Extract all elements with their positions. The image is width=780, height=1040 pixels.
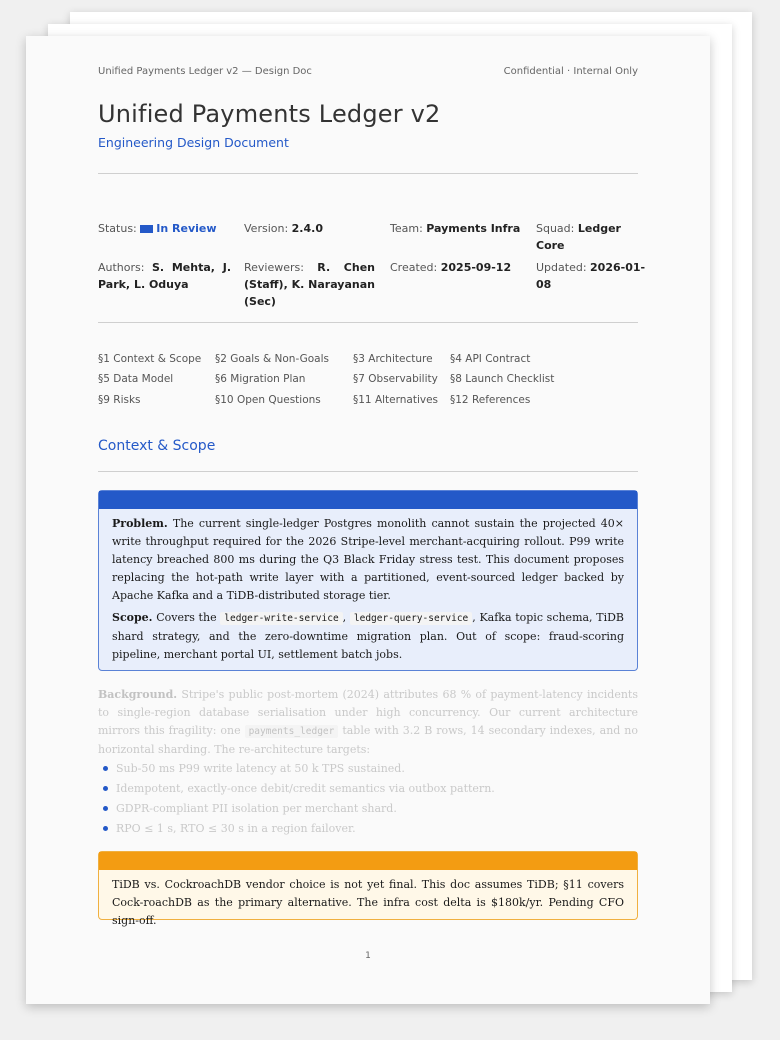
toc-item[interactable]: §6 Migration Plan bbox=[215, 373, 306, 385]
divider bbox=[98, 322, 638, 323]
bullet-icon bbox=[103, 806, 108, 811]
list-item: Sub-50 ms P99 write latency at 50 k TPS sustained. bbox=[98, 759, 638, 779]
list-item: Idempotent, exactly-once debit/credit semantics via outbox pattern. bbox=[98, 779, 638, 799]
code-ledger-write-service: ledger-write-service bbox=[220, 612, 342, 625]
status-value: In Review bbox=[156, 222, 217, 235]
toc-item[interactable]: §4 API Contract bbox=[450, 353, 531, 365]
toc-item[interactable]: §12 References bbox=[450, 394, 531, 406]
problem-paragraph: Problem. The current single-ledger Postgres monolith cannot sustain the projected 40× write throughput required for the 2026 Stripe-level merchant-acquiring rollout. P99 write latency breached 800 ms during the Q3 Black Friday stress test. This document proposes replacing the hot-path write layer with a partitioned, event-sourced ledger backed by Apache Kafka and a TiDB-distributed storage tier. bbox=[112, 517, 624, 602]
divider bbox=[98, 173, 638, 174]
list-item: RPO ≤ 1 s, RTO ≤ 30 s in a region failover. bbox=[98, 819, 638, 839]
toc-item[interactable]: §1 Context & Scope bbox=[98, 353, 202, 365]
code-payments-ledger: payments_ledger bbox=[245, 725, 339, 738]
toc-item[interactable]: §3 Architecture bbox=[353, 353, 433, 365]
page-number: 1 bbox=[365, 951, 371, 961]
scope-paragraph: Scope. Covers the ledger-write-service , ledger-query-service , Kafka topic schema, TiDB shard strategy, and the zero-downtime migration plan. Out of scope: fraud-scoring pipeline, merchant portal UI, settlement batch jobs. bbox=[112, 611, 625, 661]
meta-authors: Authors: S. Mehta, J. Park, L. Oduya bbox=[98, 261, 231, 291]
document-title: Unified Payments Ledger v2 bbox=[98, 100, 441, 128]
meta-status: Status: In Review bbox=[98, 222, 217, 235]
toc-item[interactable]: §5 Data Model bbox=[98, 373, 174, 385]
meta-reviewers: Reviewers: R. Chen (Staff), K. Narayanan (Sec) bbox=[244, 261, 375, 308]
divider bbox=[98, 471, 638, 472]
callout-header-bar bbox=[99, 852, 637, 870]
toc-item[interactable]: §7 Observability bbox=[353, 373, 438, 385]
running-header bbox=[98, 66, 638, 77]
bullet-icon bbox=[103, 766, 108, 771]
document-page bbox=[26, 36, 710, 1004]
background-paragraph: Background. Stripe's public post-mortem (2024) attributes 68 % of payment-latency incidents to single-region database serialisation under high concurrency. Our current architecture mirrors this fragility: one payments_ledger table with 3.2 B rows, 14 secondary indexes, and no horizontal sharding. The re-architecture targets: bbox=[98, 688, 638, 756]
warning-text: TiDB vs. CockroachDB vendor choice is not yet final. This doc assumes TiDB; §11 covers Cock-roachDB as the primary alternative. The infra cost delta is $180k/yr. Pending CFO sign-off. bbox=[112, 878, 624, 927]
meta-version: Version: 2.4.0 bbox=[244, 222, 323, 235]
document-subtitle: Engineering Design Document bbox=[98, 135, 289, 150]
meta-team: Team: Payments Infra bbox=[390, 222, 521, 235]
meta-squad: Squad: Ledger Core bbox=[536, 222, 621, 252]
running-header-right: Confidential · Internal Only bbox=[503, 66, 638, 77]
callout-body bbox=[99, 509, 637, 664]
status-badge bbox=[140, 225, 153, 233]
bullet-icon bbox=[103, 826, 108, 831]
meta-updated: Updated: 2026-01-08 bbox=[536, 261, 646, 291]
toc-item[interactable]: §10 Open Questions bbox=[215, 394, 321, 406]
toc-item[interactable]: §8 Launch Checklist bbox=[450, 373, 555, 385]
section-heading: Context & Scope bbox=[98, 438, 216, 454]
targets-list bbox=[98, 759, 638, 839]
info-callout bbox=[98, 490, 638, 671]
background-section bbox=[98, 686, 638, 839]
toc-item[interactable]: §11 Alternatives bbox=[353, 394, 439, 406]
bullet-icon bbox=[103, 786, 108, 791]
toc-item[interactable]: §9 Risks bbox=[98, 394, 141, 406]
meta-created: Created: 2025-09-12 bbox=[390, 261, 512, 274]
callout-body bbox=[99, 870, 637, 930]
toc-item[interactable]: §2 Goals & Non-Goals bbox=[215, 353, 330, 365]
code-ledger-query-service: ledger-query-service bbox=[350, 612, 472, 625]
list-item: GDPR-compliant PII isolation per merchant shard. bbox=[98, 799, 638, 819]
running-header-left: Unified Payments Ledger v2 — Design Doc bbox=[98, 66, 312, 77]
callout-header-bar bbox=[99, 491, 637, 509]
warning-callout bbox=[98, 851, 638, 927]
